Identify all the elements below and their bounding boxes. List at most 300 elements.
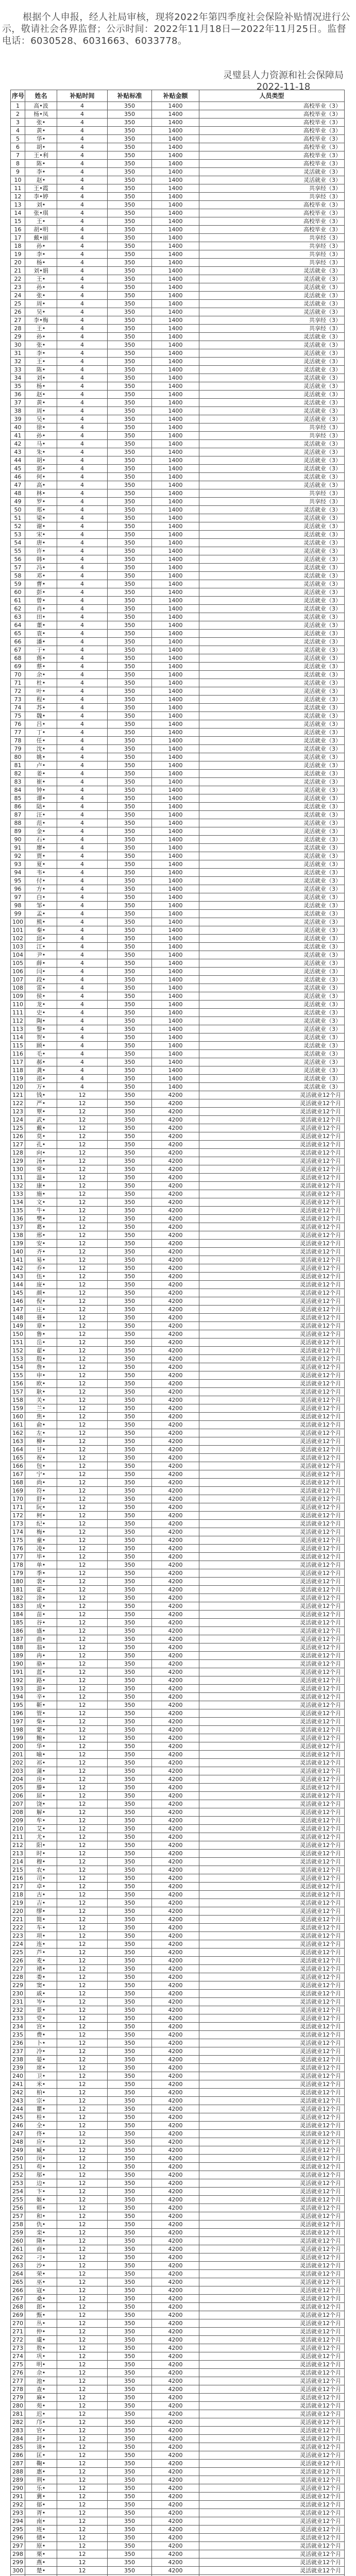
cell-standard: 350 <box>108 1512 152 1520</box>
table-header-row <box>11 90 345 102</box>
cell-person-type: 灵活就业（3） <box>199 597 345 605</box>
cell-person-type: 灵活就业12个月 <box>199 2311 345 2319</box>
cell-standard: 350 <box>108 1273 152 1281</box>
table-row <box>11 1380 345 1388</box>
cell-person-type: 灵活就业（3） <box>199 860 345 869</box>
table-row <box>11 1207 345 1215</box>
cell-person-type: 灵活就业12个月 <box>199 1619 345 1627</box>
cell-person-type: 灵活就业12个月 <box>199 1817 345 1825</box>
cell-standard: 350 <box>108 2534 152 2542</box>
cell-person-type: 灵活就业12个月 <box>199 2278 345 2286</box>
cell-person-type: 灵活就业（3） <box>199 803 345 811</box>
cell-amount: 4200 <box>152 2558 199 2567</box>
cell-amount: 1400 <box>152 1066 199 1075</box>
cell-months: 4 <box>57 1042 108 1050</box>
cell-months: 12 <box>57 1520 108 1528</box>
cell-months: 4 <box>57 399 108 407</box>
table-row <box>11 1512 345 1520</box>
cell-standard: 350 <box>108 2567 152 2575</box>
cell-standard: 350 <box>108 1165 152 1174</box>
table-row <box>11 761 345 770</box>
cell-name: 汤• <box>25 1157 57 1165</box>
cell-standard: 350 <box>108 1685 152 1693</box>
cell-index: 209 <box>11 1817 25 1825</box>
cell-amount: 4200 <box>152 1990 199 1998</box>
table-row <box>11 1009 345 1017</box>
cell-standard: 350 <box>108 423 152 432</box>
cell-name: 谷• <box>25 1619 57 1627</box>
table-row <box>11 456 345 465</box>
cell-standard: 350 <box>108 2047 152 2056</box>
cell-name: 卫• <box>25 2072 57 2080</box>
cell-index: 258 <box>11 2221 25 2229</box>
cell-months: 12 <box>57 2418 108 2427</box>
cell-index: 25 <box>11 300 25 308</box>
table-row <box>11 1033 345 1042</box>
cell-name: 冷• <box>25 2047 57 2056</box>
cell-months: 4 <box>57 605 108 613</box>
cell-person-type: 灵活就业12个月 <box>199 2295 345 2303</box>
cell-index: 244 <box>11 2105 25 2113</box>
table-row <box>11 910 345 918</box>
cell-index: 235 <box>11 2031 25 2039</box>
cell-months: 12 <box>57 1380 108 1388</box>
cell-name: 刘• <box>25 201 57 209</box>
cell-standard: 350 <box>108 2146 152 2155</box>
table-row <box>11 498 345 506</box>
cell-person-type: 灵活就业12个月 <box>199 2385 345 2394</box>
table-row <box>11 1446 345 1454</box>
cell-index: 239 <box>11 2064 25 2072</box>
cell-amount: 1400 <box>152 209 199 217</box>
cell-months: 12 <box>57 1751 108 1759</box>
cell-name: 柳• <box>25 1437 57 1446</box>
cell-name: 华• <box>25 135 57 143</box>
cell-index: 227 <box>11 1965 25 1973</box>
cell-name: 姜• <box>25 770 57 778</box>
cell-months: 4 <box>57 184 108 193</box>
cell-person-type: 灵活就业12个月 <box>199 1256 345 1264</box>
cell-person-type: 灵活就业12个月 <box>199 2031 345 2039</box>
cell-name: 陈• <box>25 160 57 168</box>
cell-standard: 350 <box>108 2105 152 2113</box>
cell-amount: 4200 <box>152 1973 199 1981</box>
cell-amount: 1400 <box>152 226 199 234</box>
cell-standard: 350 <box>108 1470 152 1479</box>
cell-name: 冀• <box>25 2493 57 2501</box>
cell-amount: 4200 <box>152 1396 199 1404</box>
cell-amount: 1400 <box>152 217 199 226</box>
cell-name: 贺• <box>25 1033 57 1042</box>
cell-amount: 1400 <box>152 349 199 358</box>
cell-months: 12 <box>57 2163 108 2171</box>
cell-amount: 4200 <box>152 1726 199 1734</box>
cell-index: 202 <box>11 1759 25 1767</box>
cell-name: 甘• <box>25 1446 57 1454</box>
cell-name: 路• <box>25 1676 57 1685</box>
cell-person-type: 灵活就业12个月 <box>199 1643 345 1652</box>
cell-index: 57 <box>11 564 25 572</box>
cell-months: 4 <box>57 1001 108 1009</box>
cell-amount: 1400 <box>152 943 199 951</box>
table-row <box>11 135 345 143</box>
cell-amount: 4200 <box>152 2245 199 2253</box>
cell-person-type: 灵活就业（3） <box>199 654 345 663</box>
cell-person-type: 共享经（3） <box>199 498 345 506</box>
table-row <box>11 696 345 704</box>
cell-name: 张• <box>25 118 57 127</box>
cell-name: 仲• <box>25 2328 57 2336</box>
table-row <box>11 1042 345 1050</box>
cell-standard: 350 <box>108 1108 152 1116</box>
cell-amount: 1400 <box>152 984 199 992</box>
cell-amount: 4200 <box>152 1314 199 1322</box>
cell-amount: 1400 <box>152 184 199 193</box>
cell-standard: 350 <box>108 292 152 300</box>
cell-months: 4 <box>57 168 108 176</box>
table-row <box>11 2468 345 2476</box>
cell-index: 102 <box>11 935 25 943</box>
cell-amount: 1400 <box>152 415 199 423</box>
cell-standard: 350 <box>108 1001 152 1009</box>
cell-months: 4 <box>57 572 108 580</box>
cell-amount: 4200 <box>152 1108 199 1116</box>
cell-amount: 4200 <box>152 2253 199 2262</box>
cell-standard: 350 <box>108 1454 152 1462</box>
cell-index: 63 <box>11 613 25 621</box>
cell-amount: 1400 <box>152 374 199 382</box>
cell-months: 12 <box>57 2542 108 2550</box>
table-row <box>11 259 345 267</box>
cell-amount: 1400 <box>152 506 199 514</box>
cell-standard: 350 <box>108 1520 152 1528</box>
cell-person-type: 灵活就业（3） <box>199 671 345 679</box>
cell-standard: 350 <box>108 489 152 498</box>
cell-name: 张•琪 <box>25 209 57 217</box>
cell-index: 71 <box>11 679 25 687</box>
cell-standard: 350 <box>108 2303 152 2311</box>
cell-amount: 1400 <box>152 151 199 160</box>
cell-index: 118 <box>11 1066 25 1075</box>
cell-name: 鞠• <box>25 2460 57 2468</box>
cell-amount: 4200 <box>152 1759 199 1767</box>
table-row <box>11 2080 345 2089</box>
cell-person-type: 灵活就业12个月 <box>199 1916 345 1924</box>
cell-name: 钱• <box>25 1091 57 1099</box>
cell-amount: 4200 <box>152 2014 199 2023</box>
table-row <box>11 1841 345 1850</box>
cell-months: 4 <box>57 943 108 951</box>
cell-index: 177 <box>11 1553 25 1561</box>
cell-name: 桑• <box>25 2295 57 2303</box>
cell-months: 12 <box>57 1668 108 1676</box>
cell-standard: 350 <box>108 2278 152 2286</box>
cell-months: 12 <box>57 1099 108 1108</box>
table-row <box>11 1174 345 1182</box>
cell-index: 48 <box>11 489 25 498</box>
cell-standard: 350 <box>108 803 152 811</box>
cell-months: 12 <box>57 1578 108 1586</box>
cell-standard: 350 <box>108 877 152 885</box>
cell-index: 74 <box>11 704 25 712</box>
cell-name: 赵• <box>25 391 57 399</box>
cell-amount: 4200 <box>152 1940 199 1948</box>
cell-amount: 4200 <box>152 2262 199 2270</box>
cell-months: 12 <box>57 1355 108 1363</box>
cell-name: 蒙• <box>25 1726 57 1734</box>
cell-standard: 350 <box>108 1174 152 1182</box>
cell-months: 4 <box>57 564 108 572</box>
table-row <box>11 1676 345 1685</box>
cell-standard: 350 <box>108 1965 152 1973</box>
cell-index: 271 <box>11 2328 25 2336</box>
cell-person-type: 灵活就业（3） <box>199 407 345 415</box>
table-row <box>11 836 345 844</box>
cell-amount: 1400 <box>152 902 199 910</box>
cell-months: 12 <box>57 1273 108 1281</box>
cell-standard: 350 <box>108 1033 152 1042</box>
cell-months: 4 <box>57 811 108 819</box>
cell-amount: 4200 <box>152 2534 199 2542</box>
cell-person-type: 灵活就业12个月 <box>199 2262 345 2270</box>
cell-person-type: 灵活就业12个月 <box>199 1874 345 1883</box>
cell-amount: 1400 <box>152 201 199 209</box>
cell-index: 30 <box>11 341 25 349</box>
table-row <box>11 250 345 259</box>
table-row <box>11 2188 345 2196</box>
cell-person-type: 灵活就业12个月 <box>199 1635 345 1643</box>
cell-months: 4 <box>57 1058 108 1066</box>
cell-name: 郝• <box>25 1058 57 1066</box>
cell-standard: 350 <box>108 959 152 968</box>
cell-name: 穆• <box>25 1858 57 1866</box>
cell-person-type: 高校毕业（3） <box>199 127 345 135</box>
cell-name: 李• <box>25 250 57 259</box>
table-row <box>11 844 345 852</box>
cell-standard: 350 <box>108 918 152 926</box>
cell-name: 宁• <box>25 1470 57 1479</box>
cell-index: 92 <box>11 852 25 860</box>
cell-standard: 350 <box>108 1281 152 1289</box>
table-row <box>11 687 345 696</box>
cell-index: 20 <box>11 259 25 267</box>
cell-name: 王• <box>25 358 57 366</box>
cell-index: 14 <box>11 209 25 217</box>
cell-name: 唐• <box>25 539 57 547</box>
table-row <box>11 885 345 893</box>
cell-name: 南• <box>25 2517 57 2526</box>
cell-months: 12 <box>57 1446 108 1454</box>
cell-name: 雷• <box>25 984 57 992</box>
cell-amount: 4200 <box>152 1957 199 1965</box>
cell-amount: 1400 <box>152 1075 199 1083</box>
table-row <box>11 399 345 407</box>
cell-index: 146 <box>11 1297 25 1306</box>
cell-amount: 4200 <box>152 2493 199 2501</box>
cell-index: 67 <box>11 646 25 654</box>
table-row <box>11 366 345 374</box>
cell-months: 12 <box>57 1957 108 1965</box>
cell-name: 何• <box>25 473 57 481</box>
table-row <box>11 852 345 860</box>
cell-name: 桂• <box>25 2113 57 2122</box>
cell-name: 车• <box>25 1924 57 1932</box>
cell-name: 卢• <box>25 761 57 770</box>
cell-person-type: 灵活就业12个月 <box>199 1907 345 1916</box>
cell-name: 瞿• <box>25 2105 57 2113</box>
cell-index: 185 <box>11 1619 25 1627</box>
cell-person-type: 灵活就业12个月 <box>199 2270 345 2278</box>
cell-months: 4 <box>57 531 108 539</box>
cell-standard: 350 <box>108 1833 152 1841</box>
cell-months: 12 <box>57 1742 108 1751</box>
cell-months: 4 <box>57 465 108 473</box>
cell-amount: 4200 <box>152 1404 199 1413</box>
cell-standard: 350 <box>108 1652 152 1660</box>
cell-months: 12 <box>57 2113 108 2122</box>
table-row <box>11 1899 345 1907</box>
cell-amount: 4200 <box>152 1899 199 1907</box>
cell-months: 4 <box>57 374 108 382</box>
cell-index: 191 <box>11 1668 25 1676</box>
cell-index: 298 <box>11 2550 25 2558</box>
cell-standard: 350 <box>108 2550 152 2558</box>
cell-index: 167 <box>11 1470 25 1479</box>
table-row <box>11 1520 345 1528</box>
cell-months: 12 <box>57 1157 108 1165</box>
cell-person-type: 灵活就业（3） <box>199 704 345 712</box>
cell-standard: 350 <box>108 1808 152 1817</box>
cell-name: 黄• <box>25 399 57 407</box>
cell-standard: 350 <box>108 1899 152 1907</box>
cell-person-type: 共享经（3） <box>199 316 345 325</box>
cell-months: 12 <box>57 1174 108 1182</box>
cell-months: 4 <box>57 761 108 770</box>
cell-months: 4 <box>57 226 108 234</box>
table-row <box>11 2064 345 2072</box>
cell-months: 12 <box>57 2558 108 2567</box>
cell-person-type: 共享经（3） <box>199 193 345 201</box>
cell-person-type: 灵活就业（3） <box>199 992 345 1001</box>
cell-index: 76 <box>11 720 25 728</box>
cell-months: 4 <box>57 1050 108 1058</box>
cell-standard: 350 <box>108 143 152 151</box>
table-row <box>11 1347 345 1355</box>
cell-standard: 350 <box>108 2468 152 2476</box>
table-row <box>11 1767 345 1775</box>
cell-index: 7 <box>11 151 25 160</box>
cell-name: 景• <box>25 2006 57 2014</box>
table-row <box>11 143 345 151</box>
cell-person-type: 灵活就业12个月 <box>199 1981 345 1990</box>
table-row <box>11 2303 345 2311</box>
cell-months: 4 <box>57 663 108 671</box>
table-row <box>11 2526 345 2534</box>
cell-name: 覃• <box>25 1108 57 1116</box>
table-row <box>11 1256 345 1264</box>
cell-index: 42 <box>11 440 25 448</box>
cell-index: 230 <box>11 1990 25 1998</box>
cell-amount: 1400 <box>152 597 199 605</box>
cell-index: 260 <box>11 2237 25 2245</box>
cell-amount: 1400 <box>152 852 199 860</box>
cell-standard: 350 <box>108 646 152 654</box>
cell-months: 12 <box>57 2369 108 2377</box>
cell-index: 132 <box>11 1182 25 1190</box>
cell-standard: 350 <box>108 2253 152 2262</box>
cell-index: 47 <box>11 481 25 489</box>
cell-name: 于• <box>25 646 57 654</box>
cell-amount: 1400 <box>152 292 199 300</box>
cell-amount: 4200 <box>152 1363 199 1371</box>
cell-amount: 1400 <box>152 341 199 349</box>
cell-amount: 4200 <box>152 1932 199 1940</box>
cell-amount: 4200 <box>152 2402 199 2410</box>
table-row <box>11 1907 345 1916</box>
cell-amount: 4200 <box>152 2138 199 2146</box>
cell-months: 12 <box>57 1371 108 1380</box>
cell-months: 4 <box>57 382 108 391</box>
cell-person-type: 灵活就业（3） <box>199 968 345 976</box>
cell-months: 4 <box>57 489 108 498</box>
cell-amount: 4200 <box>152 2501 199 2509</box>
cell-name: 高• <box>25 481 57 489</box>
table-row <box>11 1784 345 1792</box>
cell-standard: 350 <box>108 1231 152 1240</box>
cell-standard: 350 <box>108 1734 152 1742</box>
cell-person-type: 灵活就业12个月 <box>199 1866 345 1874</box>
cell-name: 鲍• <box>25 1734 57 1742</box>
cell-person-type: 灵活就业（3） <box>199 1042 345 1050</box>
cell-standard: 350 <box>108 2113 152 2122</box>
cell-person-type: 灵活就业12个月 <box>199 2080 345 2089</box>
cell-amount: 4200 <box>152 2550 199 2558</box>
cell-name: 邬• <box>25 2171 57 2179</box>
cell-standard: 350 <box>108 1660 152 1668</box>
cell-name: 邓• <box>25 572 57 580</box>
cell-amount: 4200 <box>152 2006 199 2014</box>
cell-name: 胡• <box>25 143 57 151</box>
cell-name: 柴• <box>25 1718 57 1726</box>
cell-months: 12 <box>57 1891 108 1899</box>
cell-person-type: 灵活就业（3） <box>199 935 345 943</box>
cell-months: 12 <box>57 1817 108 1825</box>
cell-index: 296 <box>11 2534 25 2542</box>
cell-name: 全• <box>25 2122 57 2130</box>
table-row <box>11 819 345 827</box>
table-row <box>11 1685 345 1693</box>
cell-standard: 350 <box>108 1817 152 1825</box>
table-row <box>11 2517 345 2526</box>
cell-person-type: 高校毕业（3） <box>199 135 345 143</box>
cell-amount: 4200 <box>152 1264 199 1273</box>
cell-standard: 350 <box>108 2204 152 2212</box>
table-row <box>11 1001 345 1009</box>
cell-standard: 350 <box>108 1429 152 1437</box>
cell-name: 钟• <box>25 786 57 794</box>
cell-months: 12 <box>57 1833 108 1841</box>
cell-standard: 350 <box>108 1083 152 1091</box>
cell-amount: 1400 <box>152 588 199 597</box>
cell-amount: 4200 <box>152 1215 199 1223</box>
cell-name: 邢• <box>25 1231 57 1240</box>
cell-name: 惠• <box>25 2468 57 2476</box>
cell-amount: 4200 <box>152 2517 199 2526</box>
cell-person-type: 灵活就业12个月 <box>199 1858 345 1866</box>
cell-index: 281 <box>11 2410 25 2418</box>
header-amount: 补贴金额 <box>152 90 199 102</box>
cell-amount: 4200 <box>152 2097 199 2105</box>
